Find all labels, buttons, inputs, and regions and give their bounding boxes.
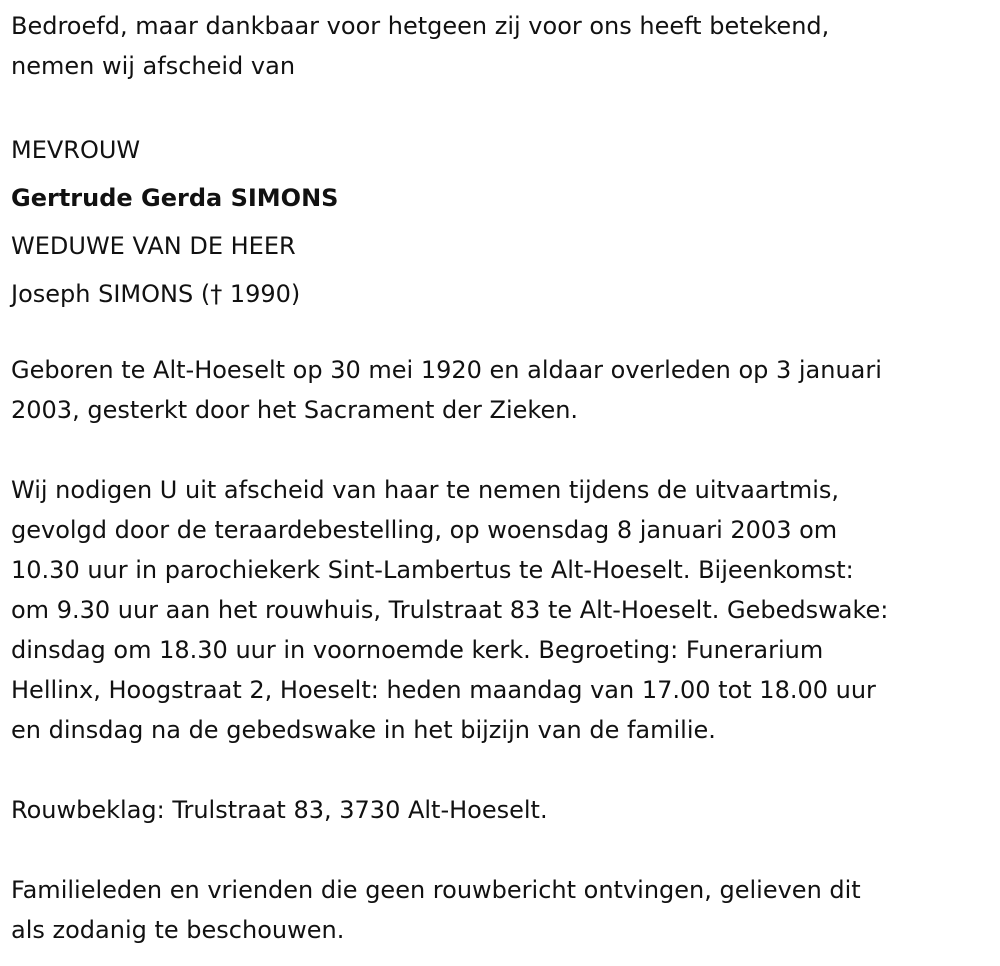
invitation-paragraph — [11, 470, 888, 750]
closing-paragraph — [11, 870, 861, 950]
birth-death-paragraph — [11, 350, 882, 430]
relation: WEDUWE VAN DE HEER — [11, 232, 296, 260]
spouse-name: Joseph SIMONS († 1990) — [11, 280, 301, 308]
intro-paragraph — [11, 6, 829, 86]
closing-line: Familieleden en vrienden die geen rouwbericht ontvingen, gelieven dit — [11, 876, 861, 904]
intro-line: Bedroefd, maar dankbaar voor hetgeen zij voor ons heeft betekend, — [11, 12, 830, 40]
invitation-line: dinsdag om 18.30 uur in voornoemde kerk. Begroeting: Funerarium — [11, 636, 824, 664]
birth-line: 2003, gesterkt door het Sacrament der Zieken. — [11, 396, 579, 424]
condolences-paragraph — [11, 790, 548, 830]
invitation-line: om 9.30 uur aan het rouwhuis, Trulstraat 83 te Alt-Hoeselt. Gebedswake: — [11, 596, 889, 624]
deceased-block — [11, 126, 338, 318]
intro-line: nemen wij afscheid van — [11, 52, 296, 80]
closing-line: als zodanig te beschouwen. — [11, 916, 345, 944]
deceased-name: Gertrude Gerda SIMONS — [11, 184, 339, 212]
invitation-line: en dinsdag na de gebedswake in het bijzijn van de familie. — [11, 716, 716, 744]
condolences-line: Rouwbeklag: Trulstraat 83, 3730 Alt-Hoeselt. — [11, 796, 548, 824]
invitation-line: gevolgd door de teraardebestelling, op woensdag 8 januari 2003 om — [11, 516, 838, 544]
birth-line: Geboren te Alt-Hoeselt op 30 mei 1920 en aldaar overleden op 3 januari — [11, 356, 882, 384]
invitation-line: Wij nodigen U uit afscheid van haar te nemen tijdens de uitvaartmis, — [11, 476, 839, 504]
title: MEVROUW — [11, 136, 141, 164]
invitation-line: 10.30 uur in parochiekerk Sint-Lambertus te Alt-Hoeselt. Bijeenkomst: — [11, 556, 854, 584]
invitation-line: Hellinx, Hoogstraat 2, Hoeselt: heden maandag van 17.00 tot 18.00 uur — [11, 676, 876, 704]
